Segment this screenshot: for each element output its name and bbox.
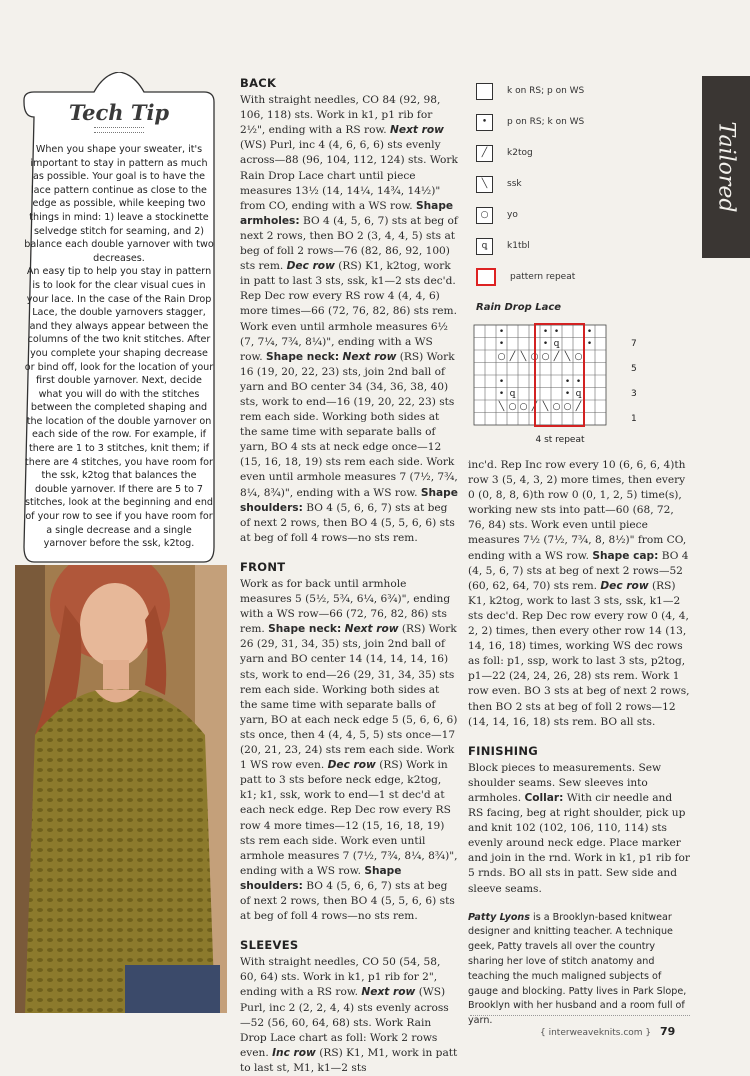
row-label: 3	[631, 389, 637, 399]
section-tab: Tailored	[702, 76, 750, 258]
legend-item: ꝗ k1tbl	[476, 231, 676, 261]
back-text: With straight needles, CO 84 (92, 98, 106, 118) sts. Work in k1, p1 rib for 2½", ending with a RS row. Next row (WS) Purl, inc 4 (4, 6, 6, 6) sts evenly across—88 (96, 104, 112, 124) sts. Work Rain Drop Lace chart until piece measures 13½ (14, 14¼, 14¾, 14½)" from CO, ending with a WS row. Shape armholes: BO 4 (4, 5, 6, 7) sts at beg of next 2 rows, then BO 2 (3, 4, 4, 5) sts at beg of foll 2 rows—76 (82, 86, 92, 100) sts rem. Dec row (RS) K1, k2tog, work in patt to last 3 sts, ssk, k1—2 sts dec'd. Rep Dec row every RS row 4 (4, 4, 6) more times—66 (72, 76, 82, 86) sts rem. Work even until armhole measures 6½ (7, 7¼, 7¾, 8¼)", ending with a WS row. Shape neck: Next row (RS) Work 16 (19, 20, 22, 23) sts, join 2nd ball of yarn and BO center 34 (34, 36, 38, 40) sts, work to end—16 (19, 20, 22, 23) sts rem each side. Working both sides at the same time with separate balls of yarn, BO 4 sts at neck edge once—12 (15, 16, 18, 19) sts rem each side. Work even until armhole measures 7 (7½, 7¾, 8¼, 8¾)", ending with a WS row. Shape shoulders: BO 4 (5, 6, 6, 7) sts at beg of next 2 rows, then BO 4 (5, 5, 6, 6) sts at beg of foll 4 rows—no sts rem.	[240, 94, 458, 544]
row-label: 5	[631, 364, 637, 374]
tech-tip-title: Tech Tip	[68, 100, 170, 125]
svg-text:•: •	[564, 389, 571, 399]
legend-item: ○ yo	[476, 200, 676, 230]
backslash-icon: ╲	[476, 176, 493, 193]
svg-text:•: •	[586, 327, 593, 337]
rain-drop-lace-chart	[473, 320, 653, 452]
svg-text:╲: ╲	[520, 352, 527, 362]
svg-text:╲: ╲	[564, 352, 571, 362]
finishing-heading: FINISHING	[468, 743, 538, 758]
svg-text:•: •	[498, 377, 505, 387]
slash-icon: ╱	[476, 145, 493, 162]
svg-text:╱: ╱	[509, 352, 516, 362]
page-footer: { interweaveknits.com } 79	[540, 1025, 676, 1038]
finishing-text: Block pieces to measurements. Sew shoulder seams. Sew sleeves into armholes. Collar: With cir needle and RS facing, beg at right shoulder, pick up and knit 102 (102, 106, 110, 114) sts evenly around neck edge. Place marker and join in the rnd. Work in k1, p1 rib for 5 rnds. BO all sts in patt. Sew side and sleeve seams.	[468, 761, 690, 895]
svg-text:○: ○	[497, 352, 506, 362]
svg-text:•: •	[498, 327, 505, 337]
circle-icon: ○	[476, 207, 493, 224]
svg-text:○: ○	[563, 402, 572, 412]
svg-text:╲: ╲	[498, 402, 505, 412]
svg-text:•: •	[553, 327, 560, 337]
legend-item: ╱ k2tog	[476, 138, 676, 168]
svg-text:•: •	[498, 339, 505, 349]
svg-text:ꝗ: ꝗ	[575, 389, 582, 399]
page-number: 79	[660, 1025, 676, 1038]
designer-bio: Patty Lyons is a Brooklyn-based knitwear designer and knitting teacher. A technique geek, Patty travels all over the country sharing her love of stitch anatomy and teaching the much maligned subjects of gauge and blocking. Patty lives in Park Slope, Brooklyn with her husband and a room full of yarn.	[468, 911, 687, 1027]
svg-text:○: ○	[519, 402, 528, 412]
tech-tip-para-2: An easy tip to help you stay in pattern is to look for the clear visual cues in your lace. In the case of the Rain Drop Lace, the double yarnovers stagger, and they always appear between the columns of the two knit stitches. After you complete your shaping decrease or bind off, look for the location of your first double yarnover. Next, decide what you will do with the stitches between the completed shaping and the location of the double yarnover on each side of the row. For example, if there are 1 to 3 stitches, knit them; if there are 4 stitches, you have room for the ssk, k2tog that balances the double yarnover. If there are 5 to 7 stitches, look at the beginning and end of your row to see if you have room for a single decrease and a single yarnover before the ssk, k2tog.	[24, 266, 214, 550]
svg-text:ꝗ: ꝗ	[553, 339, 560, 349]
instructions-column-1	[240, 76, 458, 1076]
svg-text:○: ○	[574, 352, 583, 362]
repeat-label: 4 st repeat	[535, 435, 585, 445]
svg-text:ꝗ: ꝗ	[509, 389, 516, 399]
footer-divider	[470, 1015, 690, 1016]
sleeves-heading: SLEEVES	[240, 938, 299, 953]
blank-square-icon	[476, 83, 493, 100]
dot-icon: •	[476, 114, 493, 131]
instructions-column-2	[468, 458, 690, 1029]
legend-item: ╲ ssk	[476, 169, 676, 199]
svg-text:•: •	[542, 327, 549, 337]
model-photo	[15, 565, 227, 1013]
svg-text:╱: ╱	[531, 402, 538, 412]
front-heading: FRONT	[240, 559, 286, 574]
row-label: 7	[631, 339, 637, 349]
svg-text:╱: ╱	[575, 402, 582, 412]
twisted-stitch-icon: ꝗ	[476, 238, 493, 255]
footer-site: interweaveknits.com	[548, 1028, 643, 1038]
tech-tip-para-1: When you shape your sweater, it's important to stay in pattern as much as possible. Your goal is to have the lace pattern continue as close to the edge as possible, while keeping two things in mind: 1) leave a stockinette selvedge stitch for seaming, and 2) balance each double yarnover with two decreases.	[24, 144, 214, 264]
svg-text:○: ○	[508, 402, 517, 412]
svg-text:•: •	[564, 377, 571, 387]
svg-text:○: ○	[530, 352, 539, 362]
red-box-icon	[476, 268, 496, 286]
svg-text:○: ○	[541, 352, 550, 362]
sleeves-text: With straight needles, CO 50 (54, 58, 60, 64) sts. Work in k1, p1 rib for 2", ending with a RS row. Next row (WS) Purl, inc 2 (2, 2, 4, 4) sts evenly across—52 (56, 60, 64, 68) sts. Work Rain Drop Lace chart as foll: Work 2 rows even. Inc row (RS) K1, M1, work in patt to last st, M1, k1—2 sts	[240, 956, 458, 1074]
svg-text:╱: ╱	[553, 352, 560, 362]
svg-text:╲: ╲	[542, 402, 549, 412]
svg-text:•: •	[575, 377, 582, 387]
sleeves-text-cont: inc'd. Rep Inc row every 10 (6, 6, 6, 4)th row 3 (5, 4, 3, 2) more times, then every 0 (0, 8, 8, 6)th row 0 (0, 1, 2, 5) time(s), working new sts into patt—60 (68, 72, 76, 84) sts. Work even until piece measures 7½ (7½, 7¾, 8, 8½)" from CO, ending with a WS row. Shape cap: BO 4 (4, 5, 6, 7) sts at beg of next 2 rows—52 (60, 62, 64, 70) sts rem. Dec row (RS) K1, k2tog, work to last 3 sts, ssk, k1—2 sts dec'd. Rep Dec row every row 0 (4, 4, 2, 2) times, then every other row 14 (13, 14, 16, 18) times, working WS dec rows as foll: p1, ssp, work to last 3 sts, p2tog, p1—22 (24, 24, 26, 28) sts rem. Work 1 row even. BO 3 sts at beg of next 2 rows, then BO 2 sts at beg of foll 2 rows—12 (14, 14, 16, 18) sts rem. BO all sts.	[468, 459, 690, 728]
legend-item: k on RS; p on WS	[476, 76, 676, 106]
svg-text:•: •	[542, 339, 549, 349]
front-text: Work as for back until armhole measures 5 (5½, 5¾, 6¼, 6¾)", ending with a WS row—66 (72, 76, 82, 86) sts rem. Shape neck: Next row (RS) Work 26 (29, 31, 34, 35) sts, join 2nd ball of yarn and BO center 14 (14, 14, 14, 16) sts, work to end—26 (29, 31, 34, 35) sts rem each side. Working both sides at the same time with separate balls of yarn, BO at each neck edge 5 (5, 6, 6, 6) sts once, then 4 (4, 4, 5, 5) sts once—17 (20, 21, 23, 24) sts rem each side. Work 1 WS row even. Dec row (RS) Work in patt to 3 sts before neck edge, k2tog, k1; k1, ssk, work to end—1 st dec'd at each neck edge. Rep Dec row every RS row 4 more times—12 (15, 16, 18, 19) sts rem each side. Work even until armhole measures 7 (7½, 7¾, 8¼, 8¾)", ending with a WS row. Shape shoulders: BO 4 (5, 6, 6, 7) sts at beg of next 2 rows, then BO 4 (5, 5, 6, 6) sts at beg of foll 4 rows—no sts rem.	[240, 578, 458, 923]
back-heading: BACK	[240, 76, 277, 90]
legend-item: pattern repeat	[476, 262, 676, 292]
legend-item: • p on RS; k on WS	[476, 107, 676, 137]
svg-text:•: •	[586, 339, 593, 349]
svg-text:○: ○	[552, 402, 561, 412]
tech-tip	[14, 100, 224, 551]
title-underline	[94, 127, 144, 133]
chart-legend	[476, 76, 676, 293]
chart-title: Rain Drop Lace	[476, 302, 562, 313]
svg-text:•: •	[498, 389, 505, 399]
row-label: 1	[631, 414, 637, 424]
